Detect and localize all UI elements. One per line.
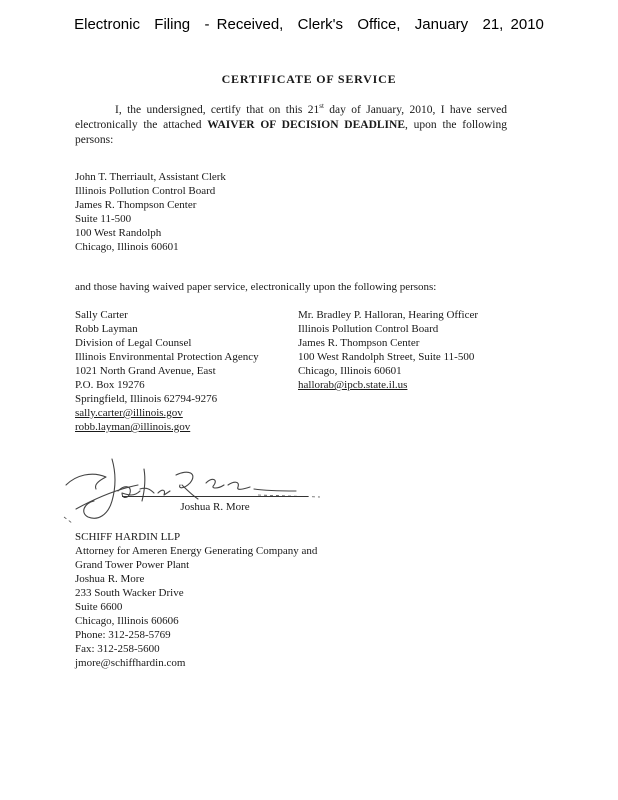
law-firm-address-block [75, 530, 317, 670]
officer-address-line: 100 West Randolph Street, Suite 11-500 [298, 351, 475, 363]
firm-address-line: Chicago, Illinois 60606 [75, 615, 179, 627]
clerk-address-block [75, 170, 226, 254]
firm-email: jmore@schiffhardin.com [75, 657, 186, 669]
officer-address-line: Mr. Bradley P. Halloran, Hearing Officer [298, 309, 479, 321]
firm-address-line: Joshua R. More [75, 573, 145, 585]
email-link-carter[interactable]: sally.carter@illinois.gov [75, 407, 183, 419]
clerk-address-line: John T. Therriault, Assistant Clerk [75, 171, 226, 183]
clerk-address-line: Illinois Pollution Control Board [75, 185, 216, 197]
intro-text-2: day of January, 2010, I have served electronically the attached [75, 103, 507, 131]
waived-service-text: and those having waived paper service, electronically upon the following persons: [75, 281, 437, 293]
signatory-name: Joshua R. More [180, 501, 250, 513]
officer-address-line: James R. Thompson Center [298, 337, 420, 349]
email-link-halloran[interactable]: hallorab@ipcb.state.il.us [298, 379, 408, 391]
served-document-title: WAIVER OF DECISION DEADLINE [207, 118, 406, 131]
epa-address-line: Division of Legal Counsel [75, 337, 192, 349]
electronic-filing-header: Electronic Filing - Received, Clerk's Office, January 21, 2010 [74, 16, 544, 33]
intro-text-1: I, the undersigned, certify that on this 21 [115, 103, 320, 116]
intro-text-3: , upon the following persons: [75, 118, 507, 146]
hearing-officer-address-block [298, 308, 478, 392]
epa-address-line: Springfield, Illinois 62794-9276 [75, 393, 218, 405]
email-link-layman[interactable]: robb.layman@illinois.gov [75, 421, 191, 433]
firm-address-line: 233 South Wacker Drive [75, 587, 184, 599]
epa-address-line: Sally Carter [75, 309, 128, 321]
firm-fax: Fax: 312-258-5600 [75, 643, 160, 655]
signature-line [122, 496, 308, 497]
epa-address-line: Illinois Environmental Protection Agency [75, 351, 259, 363]
firm-address-line: Grand Tower Power Plant [75, 559, 190, 571]
handwritten-signature [58, 455, 328, 530]
firm-address-line: Attorney for Ameren Energy Generating Company and [75, 545, 318, 557]
firm-name: SCHIFF HARDIN LLP [75, 531, 181, 543]
document-title: CERTIFICATE OF SERVICE [221, 72, 397, 86]
firm-phone: Phone: 312-258-5769 [75, 629, 171, 641]
certification-paragraph [75, 99, 507, 148]
date-ordinal-suffix: st [319, 102, 324, 110]
epa-address-line: 1021 North Grand Avenue, East [75, 365, 216, 377]
epa-address-line: Robb Layman [75, 323, 138, 335]
clerk-address-line: 100 West Randolph [75, 227, 162, 239]
officer-address-line: Chicago, Illinois 60601 [298, 365, 402, 377]
clerk-address-line: James R. Thompson Center [75, 199, 197, 211]
firm-address-line: Suite 6600 [75, 601, 123, 613]
clerk-address-line: Suite 11-500 [75, 213, 132, 225]
epa-address-block [75, 308, 259, 434]
clerk-address-line: Chicago, Illinois 60601 [75, 241, 179, 253]
officer-address-line: Illinois Pollution Control Board [298, 323, 439, 335]
epa-address-line: P.O. Box 19276 [75, 379, 145, 391]
